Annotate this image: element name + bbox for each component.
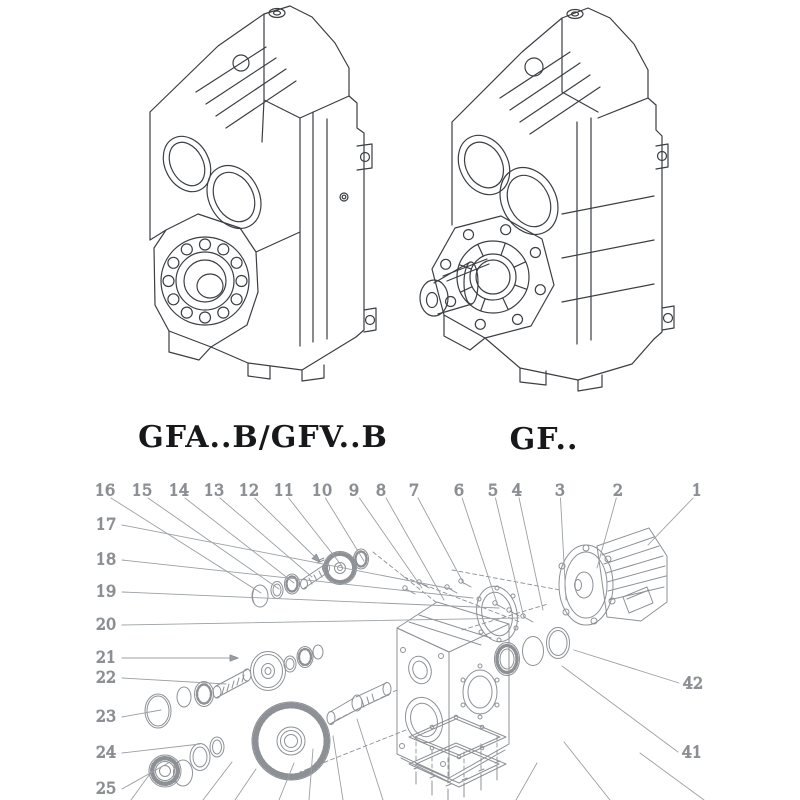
callout-line-24 <box>122 744 200 753</box>
exploded-view <box>95 481 704 800</box>
callout-line-2 <box>597 498 616 568</box>
callout-line-5 <box>495 498 524 618</box>
cutoff-leader-line-1 <box>564 742 610 800</box>
callout-line-16 <box>111 498 261 593</box>
hollow-shaft-bearing <box>161 237 249 325</box>
gearbox-drawing-hollow-shaft <box>150 6 376 381</box>
callout-label-7: 7 <box>408 480 420 500</box>
callout-label-10: 10 <box>311 480 333 500</box>
callout-line-22 <box>122 678 226 684</box>
callout-label-23: 23 <box>95 706 117 726</box>
callout-label-14: 14 <box>168 480 190 500</box>
callout-label-5: 5 <box>487 480 499 500</box>
caption-right: GF.. <box>509 422 579 457</box>
callout-line-41 <box>562 666 678 752</box>
callout-label-6: 6 <box>453 480 465 500</box>
callout-label-20: 20 <box>95 614 117 634</box>
callout-arrow-21 <box>230 655 238 661</box>
callout-line-9 <box>359 498 422 588</box>
callout-line-15 <box>148 498 279 589</box>
callout-label-16: 16 <box>94 480 116 500</box>
callout-label-17: 17 <box>95 514 117 534</box>
output-shaft-parts <box>145 683 391 788</box>
callout-layer <box>95 481 704 800</box>
callout-line-4 <box>519 498 543 610</box>
callout-line-20 <box>122 618 519 625</box>
callout-line-18 <box>122 560 473 598</box>
output-shaft <box>420 259 489 316</box>
caption-left: GFA..B/GFV..B <box>138 420 388 455</box>
callout-line-3 <box>560 498 566 600</box>
callout-label-4: 4 <box>511 480 523 500</box>
callout-label-21: 21 <box>95 647 117 667</box>
cutoff-leader-line-3 <box>235 769 256 800</box>
cutoff-leader-line-6 <box>333 736 343 800</box>
callout-line-6 <box>462 498 498 606</box>
cutoff-leader-line-8 <box>516 763 537 800</box>
callout-label-1: 1 <box>691 480 703 500</box>
bottom-cover-parts <box>409 715 506 800</box>
callout-label-42: 42 <box>682 673 704 693</box>
callout-line-42 <box>574 650 679 683</box>
callout-line-7 <box>418 498 464 584</box>
cutoff-leader-line-2 <box>203 762 232 800</box>
callout-label-11: 11 <box>273 480 295 500</box>
callout-label-19: 19 <box>95 581 117 601</box>
callout-label-24: 24 <box>95 742 117 762</box>
callout-label-2: 2 <box>612 480 624 500</box>
callout-label-3: 3 <box>554 480 566 500</box>
callout-label-15: 15 <box>131 480 153 500</box>
callout-label-12: 12 <box>238 480 260 500</box>
callout-label-22: 22 <box>95 667 117 687</box>
intermediate-shaft-parts <box>177 645 323 707</box>
callout-label-41: 41 <box>681 742 703 762</box>
callout-label-25: 25 <box>95 778 117 798</box>
input-bearing-and-rings <box>495 628 570 676</box>
callout-label-8: 8 <box>375 480 387 500</box>
gearbox-drawing-solid-shaft <box>420 8 674 391</box>
callout-label-18: 18 <box>95 549 117 569</box>
cutoff-leader-line-4 <box>279 763 294 800</box>
callout-line-23 <box>122 710 161 717</box>
cutoff-leader-line-9 <box>131 771 152 800</box>
callout-label-13: 13 <box>203 480 225 500</box>
cutoff-leader-line-7 <box>357 719 383 800</box>
callout-line-1 <box>648 498 693 545</box>
callout-label-9: 9 <box>348 480 360 500</box>
